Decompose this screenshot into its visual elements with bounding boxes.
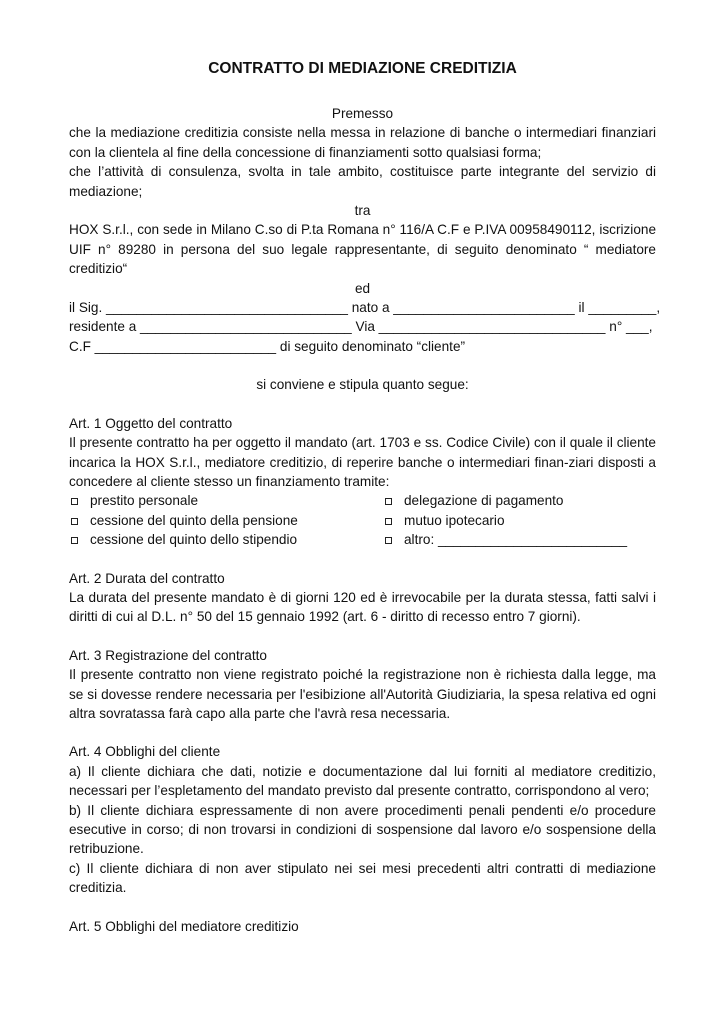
- art4-clause-a: a) Il cliente dichiara che dati, notizie e documentazione dal lui forniti al mediatore creditizio, necessari per l’espletamento del mandato previsto dal presente contratto, corrispondono al vero;: [69, 763, 656, 799]
- option-item[interactable]: altro: _________________________: [383, 530, 656, 549]
- premesso-paragraph-1: che la mediazione creditizia consiste nella messa in relazione di banche o intermediari finanziari con la clientela al fine della concessione di finanziamenti sotto qualsiasi forma;: [69, 125, 656, 160]
- checkbox-icon[interactable]: [71, 537, 78, 544]
- option-item[interactable]: prestito personale: [69, 491, 383, 510]
- art4-clause-c: c) Il cliente dichiara di non aver stipulato nei sei mesi precedenti altri contratti di mediazione creditizia.: [69, 860, 656, 896]
- checkbox-icon[interactable]: [385, 498, 392, 505]
- client-cf-line: C.F ________________________ di seguito denominato “cliente”: [69, 338, 466, 354]
- art1-text: Il presente contratto ha per oggetto il mandato (art. 1703 e ss. Codice Civile) con il quale il cliente incarica la HOX S.r.l., mediatore creditizio, di reperire banche o intermediari finan-ziari disposti a concedere al cliente stesso un finanziamento tramite:: [69, 435, 656, 489]
- si-conviene-line: si conviene e stipula quanto segue:: [256, 377, 469, 393]
- financing-options: [69, 491, 656, 549]
- art3-text: Il presente contratto non viene registrato poiché la registrazione non è richiesta dalla legge, ma se si dovesse rendere necessaria per l'esibizione all'Autorità Giudiziaria, la spesa relativa ed ogni altra sovratassa farà capo alla parte che l'avrà resa necessaria.: [69, 667, 656, 721]
- ed-heading: ed: [354, 280, 371, 296]
- art4-clause-b: b) Il cliente dichiara espressamente di non avere procedimenti penali pendenti e/o procedure esecutive in corso; di non trovarsi in condizioni di sospensione dal lavoro e/o sospensione della retribuzione.: [69, 802, 656, 857]
- checkbox-icon[interactable]: [71, 498, 78, 505]
- premesso-paragraph-2: che l’attività di consulenza, svolta in tale ambito, costituisce parte integrante del servizio di mediazione;: [69, 164, 656, 199]
- checkbox-icon[interactable]: [385, 537, 392, 544]
- premesso-heading: Premesso: [331, 106, 394, 121]
- art2-heading: Art. 2 Durata del contratto: [69, 570, 225, 586]
- checkbox-icon[interactable]: [385, 518, 392, 525]
- option-item[interactable]: cessione del quinto della pensione: [69, 511, 383, 530]
- tra-heading: tra: [354, 203, 371, 219]
- option-item[interactable]: cessione del quinto dello stipendio: [69, 530, 383, 549]
- document-page: [69, 58, 661, 936]
- art4-heading: Art. 4 Obblighi del cliente: [69, 744, 221, 760]
- option-item[interactable]: mutuo ipotecario: [383, 511, 656, 530]
- hox-party-paragraph: HOX S.r.l., con sede in Milano C.so di P.ta Romana n° 116/A C.F e P.IVA 00958490112, iscrizione UIF n° 89280 in persona del suo legale rappresentante, di seguito denominato “ mediatore creditizio“: [69, 222, 656, 277]
- art1-heading: Art. 1 Oggetto del contratto: [69, 415, 233, 431]
- art2-text: La durata del presente mandato è di giorni 120 ed è irrevocabile per la durata stessa, fatti salvi i diritti di cui al D.L. n° 50 del 15 gennaio 1992 (art. 6 - diritto di recesso entro 7 giorni).: [69, 589, 656, 625]
- option-item[interactable]: delegazione di pagamento: [383, 491, 656, 510]
- client-name-line: il Sig. ________________________________ nato a ________________________ il _________,: [69, 300, 661, 316]
- art3-heading: Art. 3 Registrazione del contratto: [69, 647, 267, 663]
- document-title: CONTRATTO DI MEDIAZIONE CREDITIZIA: [208, 60, 517, 77]
- client-address-line: residente a ____________________________ Via ______________________________ n° ___,: [69, 319, 653, 335]
- art5-heading: Art. 5 Obblighi del mediatore creditizio: [69, 918, 299, 934]
- checkbox-icon[interactable]: [71, 518, 78, 525]
